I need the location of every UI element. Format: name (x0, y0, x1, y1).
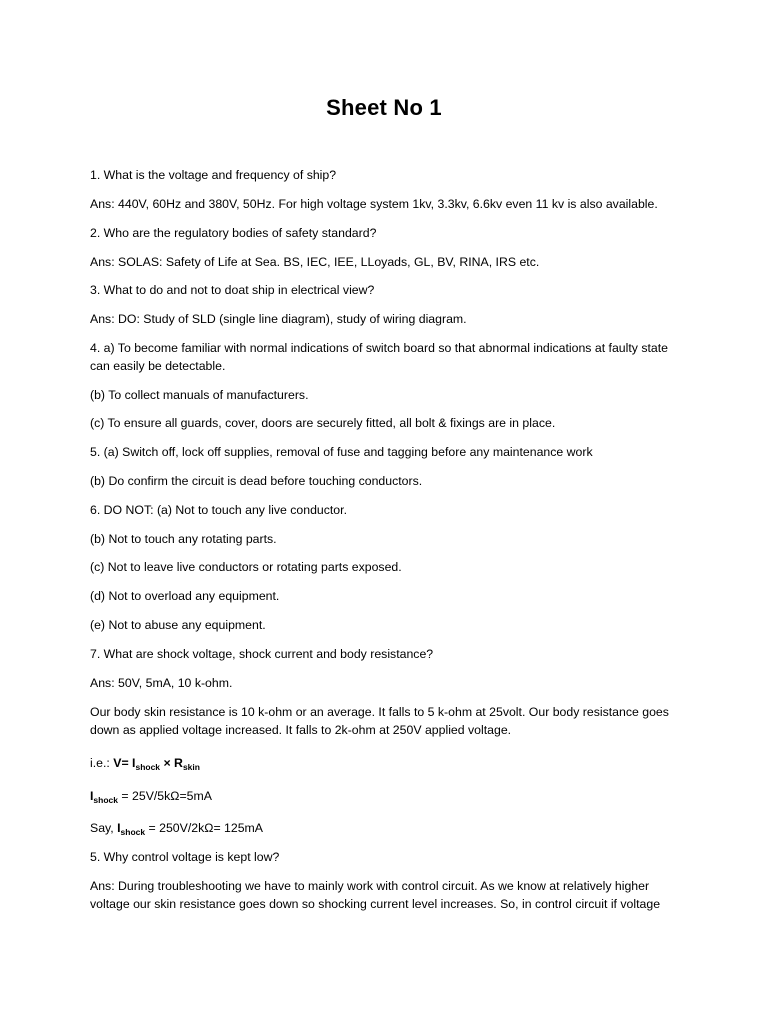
formula-2-sub: shock (93, 795, 118, 805)
formula-3-rest: = 250V/2kΩ= 125mA (145, 821, 263, 835)
item-5a: 5. (a) Switch off, lock off supplies, removal of fuse and tagging before any maintenance work (90, 445, 593, 459)
question-1: 1. What is the voltage and frequency of ship? (90, 168, 337, 182)
formula-3-i: I (117, 821, 121, 835)
item-4c: (c) To ensure all guards, cover, doors are securely fitted, all bolt & fixings are in place. (90, 416, 556, 430)
page-title: Sheet No 1 (326, 95, 442, 120)
formula-3 (90, 819, 690, 841)
formula-1-v: V= I (113, 756, 136, 770)
answer-3: Ans: DO: Study of SLD (single line diagram), study of wiring diagram. (90, 312, 467, 326)
formula-2 (90, 787, 690, 809)
formula-3-prefix: Say, (90, 821, 118, 835)
item-4b: (b) To collect manuals of manufacturers. (90, 388, 309, 402)
item-6e: (e) Not to abuse any equipment. (90, 618, 266, 632)
answer-5-control-voltage: Ans: During troubleshooting we have to mainly work with control circuit. As we know at relatively higher voltage our skin resistance goes down so shocking current level increases. So, in control circuit if voltage (90, 879, 661, 911)
formula-3-sub: shock (120, 827, 146, 837)
question-7: 7. What are shock voltage, shock current and body resistance? (90, 647, 434, 661)
item-4a: 4. a) To become familiar with normal indications of switch board so that abnormal indications at faulty state can easily be detectable. (90, 341, 669, 373)
formula-1-sub-skin: skin (182, 762, 200, 772)
answer-1: Ans: 440V, 60Hz and 380V, 50Hz. For high voltage system 1kv, 3.3kv, 6.6kv even 11 kv is also available. (90, 197, 658, 211)
item-6c: (c) Not to leave live conductors or rotating parts exposed. (90, 560, 402, 574)
formula-1-times: × R (160, 756, 183, 770)
answer-7: Ans: 50V, 5mA, 10 k-ohm. (90, 676, 233, 690)
item-6a: 6. DO NOT: (a) Not to touch any live conductor. (90, 503, 347, 517)
formula-1 (90, 754, 690, 776)
formula-2-rest: = 25V/5kΩ=5mA (118, 789, 212, 803)
question-3: 3. What to do and not to doat ship in electrical view? (90, 283, 375, 297)
body-resistance-paragraph: Our body skin resistance is 10 k-ohm or an average. It falls to 5 k-ohm at 25volt. Our body resistance goes down as applied voltage increased. It falls to 2k-ohm at 250V applied voltage. (90, 705, 669, 737)
item-6b: (b) Not to touch any rotating parts. (90, 532, 277, 546)
formula-1-sub-shock: shock (135, 762, 161, 772)
formula-2-i: I (90, 789, 94, 803)
question-5-control-voltage: 5. Why control voltage is kept low? (90, 850, 280, 864)
formula-1-prefix: i.e.: (90, 756, 114, 770)
question-2: 2. Who are the regulatory bodies of safety standard? (90, 226, 377, 240)
answer-2: Ans: SOLAS: Safety of Life at Sea. BS, IEC, IEE, LLoyads, GL, BV, RINA, IRS etc. (90, 255, 540, 269)
item-5b: (b) Do confirm the circuit is dead before touching conductors. (90, 474, 423, 488)
item-6d: (d) Not to overload any equipment. (90, 589, 280, 603)
